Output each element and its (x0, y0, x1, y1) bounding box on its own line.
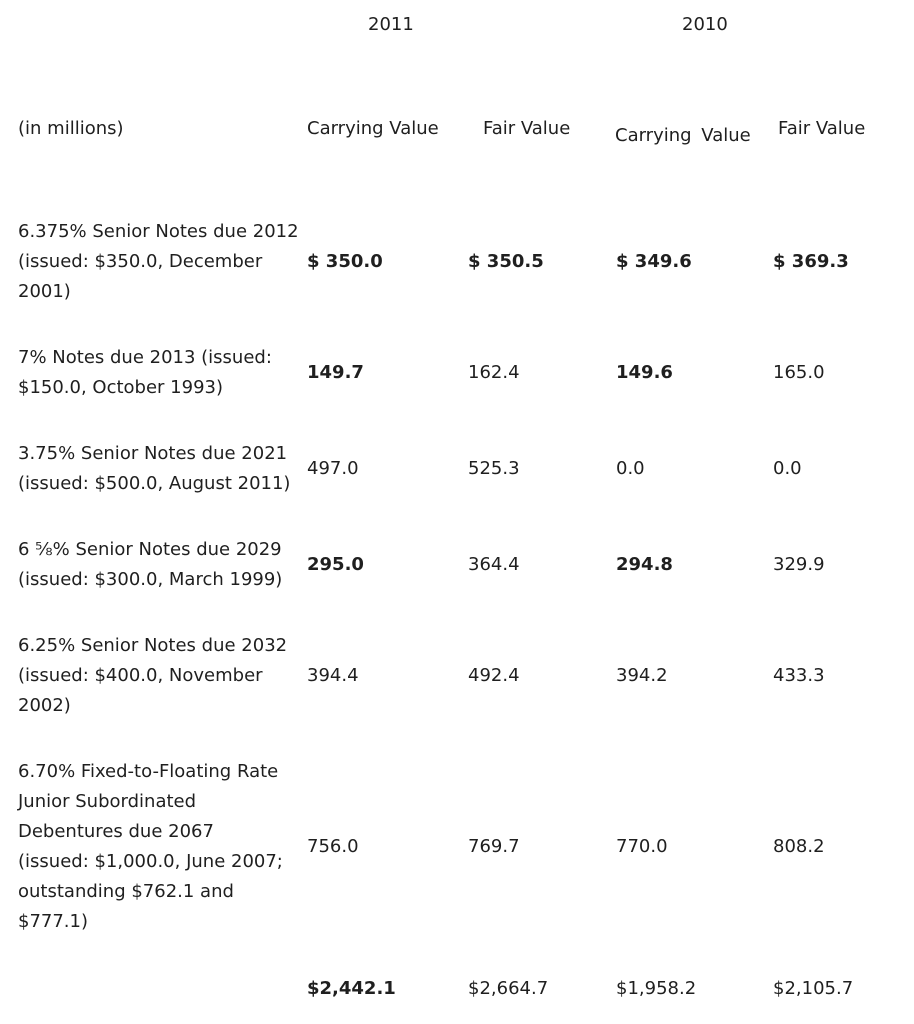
cell-cv-2011: 295.0 (307, 554, 364, 575)
row-label-notes-2013: 7% Notes due 2013 (issued: $150.0, October 1993) (18, 347, 272, 398)
cell-cv-2011: $ 350.0 (307, 251, 383, 272)
total-cv-2011: $2,442.1 (307, 978, 396, 999)
cell-fv-2011: 769.7 (468, 836, 520, 857)
cell-fv-2010: 808.2 (773, 836, 825, 857)
total-cv-2010: $1,958.2 (616, 978, 697, 999)
cell-cv-2011: 497.0 (307, 458, 359, 479)
cell-fv-2010: 0.0 (773, 458, 802, 479)
cell-cv-2010: 0.0 (616, 458, 645, 479)
cell-cv-2011: 394.4 (307, 665, 359, 686)
cell-cv-2011: 756.0 (307, 836, 359, 857)
cell-fv-2010: 329.9 (773, 554, 825, 575)
row-label-senior-notes-2032: 6.25% Senior Notes due 2032 (issued: $400.0, November 2002) (18, 635, 288, 716)
fair-value-header-2011: Fair Value (483, 118, 571, 139)
cell-cv-2011: 149.7 (307, 362, 364, 383)
carrying-value-header-2011: Carrying Value (307, 118, 439, 139)
cell-fv-2010: $ 369.3 (773, 251, 849, 272)
cell-fv-2010: 433.3 (773, 665, 825, 686)
units-label: (in millions) (18, 118, 124, 139)
cell-fv-2011: $ 350.5 (468, 251, 544, 272)
total-fv-2010: $2,105.7 (773, 978, 854, 999)
cell-fv-2011: 525.3 (468, 458, 520, 479)
cell-fv-2011: 364.4 (468, 554, 520, 575)
row-label-senior-notes-2029: 6 ⅝% Senior Notes due 2029 (issued: $300.0, March 1999) (18, 539, 283, 590)
cell-cv-2010: 394.2 (616, 665, 668, 686)
cell-cv-2010: 294.8 (616, 554, 673, 575)
total-fv-2011: $2,664.7 (468, 978, 549, 999)
cell-fv-2011: 162.4 (468, 362, 520, 383)
carrying-value-header-2010: Carrying Value (615, 125, 751, 146)
cell-cv-2010: 770.0 (616, 836, 668, 857)
cell-fv-2010: 165.0 (773, 362, 825, 383)
cell-fv-2011: 492.4 (468, 665, 520, 686)
cell-cv-2010: $ 349.6 (616, 251, 692, 272)
row-label-senior-notes-2021: 3.75% Senior Notes due 2021 (issued: $500.0, August 2011) (18, 443, 291, 494)
year-header-2011: 2011 (368, 14, 414, 35)
year-header-2010: 2010 (682, 14, 728, 35)
cell-cv-2010: 149.6 (616, 362, 673, 383)
row-label-senior-notes-2012: 6.375% Senior Notes due 2012 (issued: $350.0, December 2001) (18, 221, 299, 302)
fair-value-header-2010: Fair Value (778, 118, 866, 139)
row-label-junior-subordinated-debentures-2067: 6.70% Fixed-to-Floating Rate Junior Subordinated Debentures due 2067 (issued: $1,000.0, June 2007; outstanding $762.1 and $777.1) (18, 761, 283, 932)
